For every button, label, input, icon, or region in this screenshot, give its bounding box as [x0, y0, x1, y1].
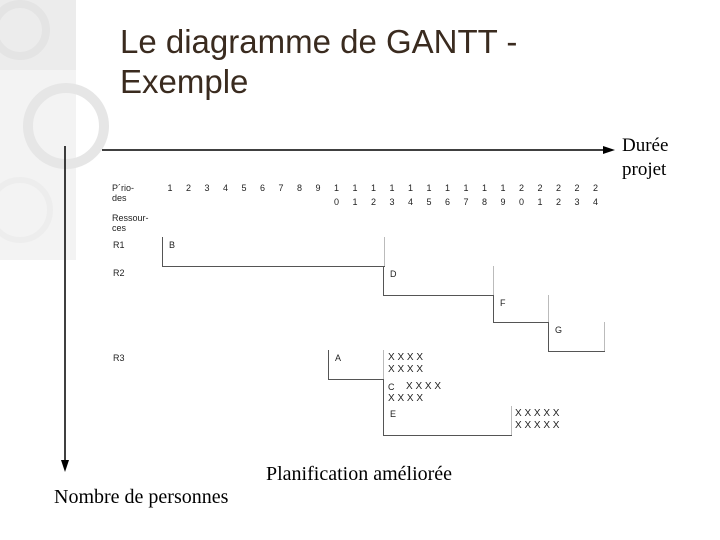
- x-marks-e-row2: X X X X X: [515, 420, 560, 431]
- x-marks-c-row2: X X X X: [388, 393, 424, 404]
- slide-title-line2: Exemple: [120, 63, 249, 100]
- x-marks-a-row2: X X X X: [388, 364, 424, 375]
- period-number-bottom: 4: [407, 197, 413, 207]
- period-number-top: 1: [463, 183, 469, 193]
- period-number-bottom: 8: [481, 197, 487, 207]
- task-bar-g: G: [548, 322, 605, 352]
- period-number-bottom: 4: [592, 197, 598, 207]
- x-marks-a-row1: X X X X: [388, 352, 424, 363]
- period-number-top: 1: [426, 183, 432, 193]
- nombre-personnes-label: Nombre de personnes: [54, 486, 229, 508]
- period-number-top: 1: [500, 183, 506, 193]
- task-bar-b: B: [162, 237, 385, 267]
- planification-label: Planification améliorée: [266, 463, 453, 485]
- period-number-top: 2: [574, 183, 580, 193]
- period-number-top: 1: [352, 183, 358, 193]
- period-number-top: 1: [407, 183, 413, 193]
- period-number-top: 2: [537, 183, 543, 193]
- task-bar-c: C: [383, 379, 384, 407]
- resource-label-r2: R2: [113, 268, 125, 278]
- task-bar-f: F: [493, 295, 549, 323]
- period-number-bottom: 9: [500, 197, 506, 207]
- period-number-top: 4: [222, 183, 228, 193]
- period-number-top: 8: [296, 183, 302, 193]
- period-number-top: 2: [555, 183, 561, 193]
- period-number-top: 2: [185, 183, 191, 193]
- x-marks-e-row1: X X X X X: [515, 408, 560, 419]
- period-number-bottom: 7: [463, 197, 469, 207]
- period-number-top: 2: [592, 183, 598, 193]
- period-number-bottom: 1: [352, 197, 358, 207]
- period-number-bottom: 6: [444, 197, 450, 207]
- header-periodes: P´rio- des: [112, 183, 134, 203]
- period-number-top: 9: [315, 183, 321, 193]
- period-number-bottom: 5: [426, 197, 432, 207]
- period-number-top: 3: [204, 183, 210, 193]
- period-number-top: 1: [389, 183, 395, 193]
- header-ressources: Ressour- ces: [112, 213, 149, 233]
- period-number-top: 1: [370, 183, 376, 193]
- task-bar-e: E: [383, 406, 512, 436]
- period-number-bottom: 2: [370, 197, 376, 207]
- period-number-top: 1: [333, 183, 339, 193]
- resource-label-r1: R1: [113, 240, 125, 250]
- period-number-top: 6: [259, 183, 265, 193]
- slide-title-line1: Le diagramme de GANTT -: [120, 23, 518, 60]
- x-marks-c-row1: X X X X: [406, 381, 442, 392]
- period-number-top: 1: [167, 183, 173, 193]
- period-number-bottom: 0: [518, 197, 524, 207]
- period-number-top: 5: [241, 183, 247, 193]
- duration-label: Durée projet: [622, 135, 669, 180]
- resource-label-r3: R3: [113, 353, 125, 363]
- period-number-bottom: 3: [389, 197, 395, 207]
- period-number-bottom: 2: [555, 197, 561, 207]
- period-number-bottom: 0: [333, 197, 339, 207]
- period-number-bottom: 1: [537, 197, 543, 207]
- period-number-top: 1: [444, 183, 450, 193]
- period-number-top: 2: [518, 183, 524, 193]
- period-number-bottom: 3: [574, 197, 580, 207]
- task-bar-a: A: [328, 350, 384, 380]
- period-number-top: 1: [481, 183, 487, 193]
- task-bar-d: D: [383, 266, 494, 296]
- period-number-top: 7: [278, 183, 284, 193]
